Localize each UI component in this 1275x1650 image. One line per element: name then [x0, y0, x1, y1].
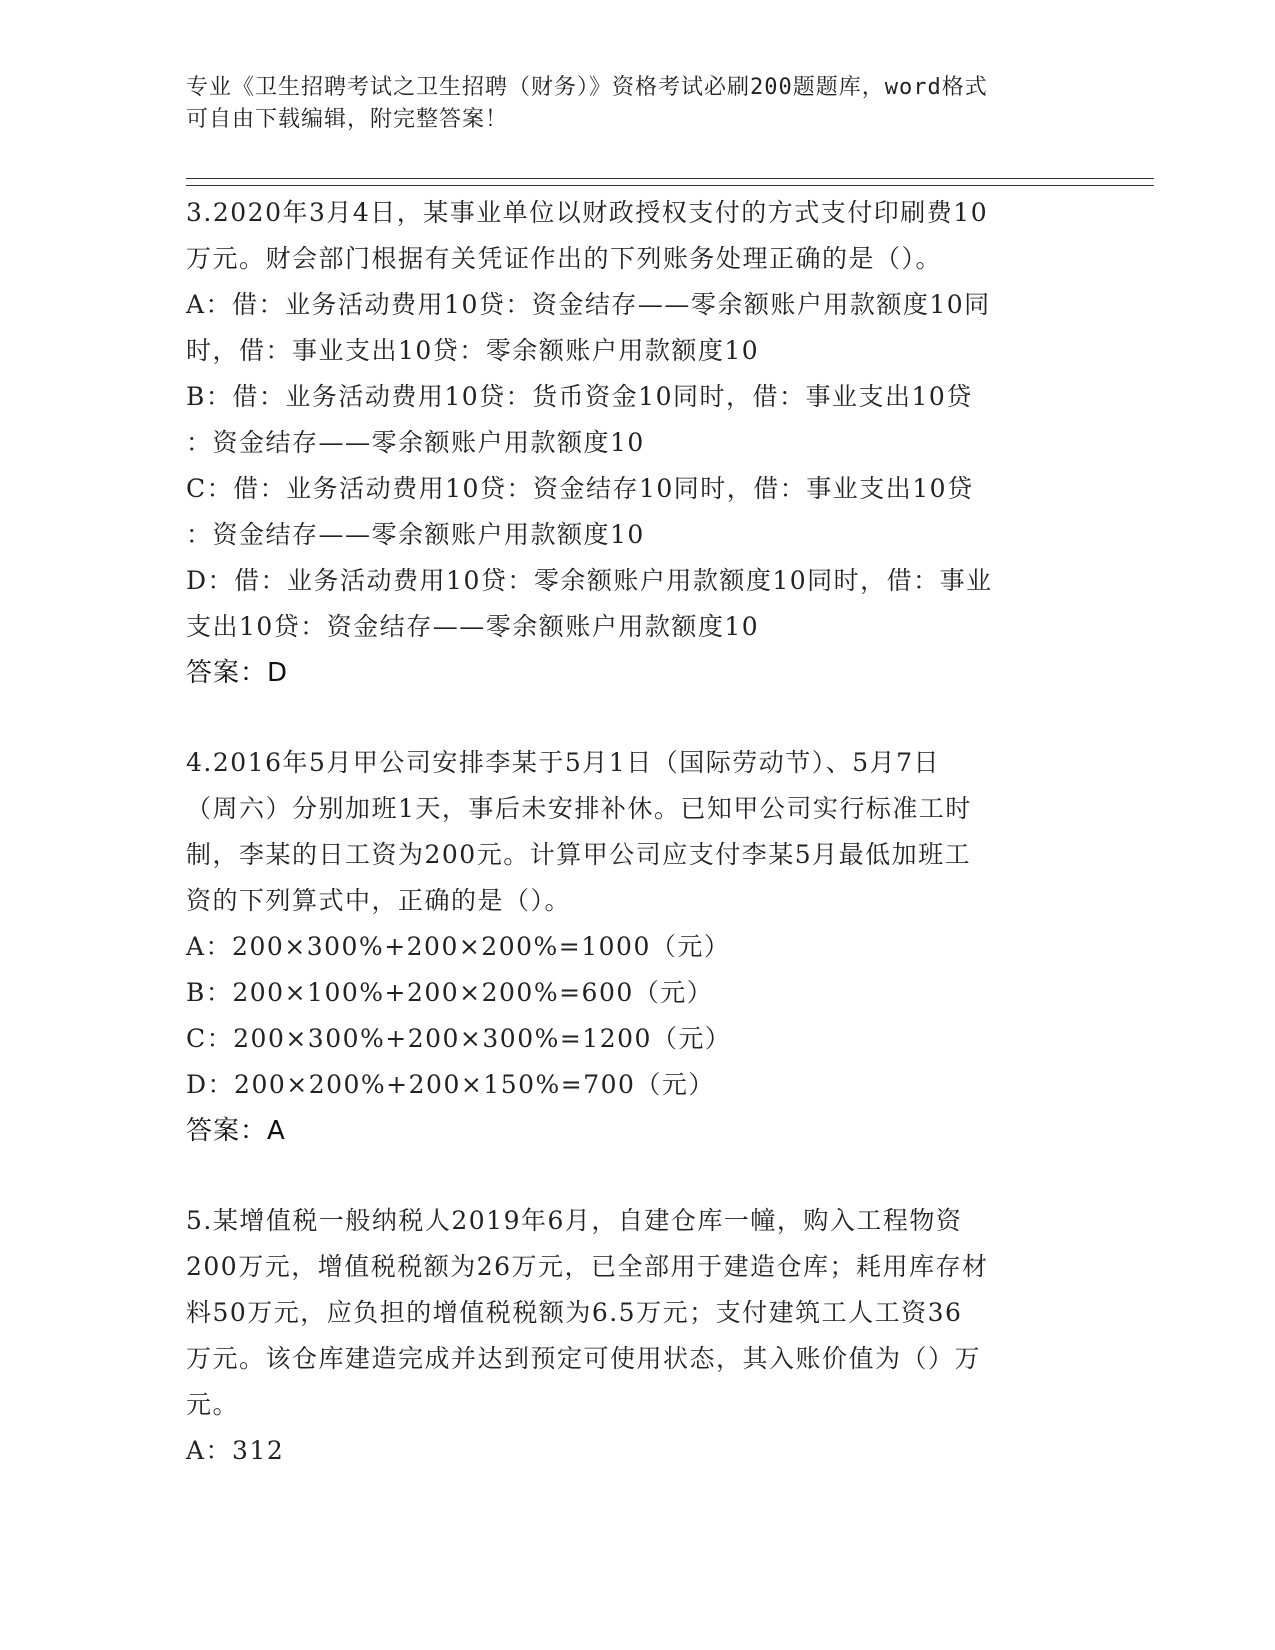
- header-divider-top: [186, 178, 1154, 179]
- question-5-stem-line-2: 200万元，增值税税额为26万元，已全部用于建造仓库；耗用库存材: [186, 1252, 989, 1281]
- question-4-answer: 答案：A: [186, 1116, 286, 1146]
- question-3-stem-line-2: 万元。财会部门根据有关凭证作出的下列账务处理正确的是（）。: [186, 244, 943, 273]
- question-3-option-a-line-1: A：借：业务活动费用10贷：资金结存——零余额账户用款额度10同: [186, 290, 991, 319]
- question-spacer: [186, 696, 1086, 740]
- question-3-option-a-line-2: 时，借：事业支出10贷：零余额账户用款额度10: [186, 336, 760, 365]
- question-3-option-c-line-1: C：借：业务活动费用10贷：资金结存10同时，借：事业支出10贷: [186, 474, 974, 503]
- question-4-option-a: A：200×300%+200×200%=1000（元）: [186, 932, 731, 961]
- question-4-option-b: B：200×100%+200×200%=600（元）: [186, 978, 714, 1007]
- question-3-stem-line-1: 3.2020年3月4日，某事业单位以财政授权支付的方式支付印刷费10: [186, 198, 989, 227]
- question-5-stem-line-4: 万元。该仓库建造完成并达到预定可使用状态，其入账价值为（）万: [186, 1344, 982, 1373]
- question-4-option-d: D：200×200%+200×150%=700（元）: [186, 1070, 715, 1099]
- question-4-stem-line-2: （周六）分别加班1天，事后未安排补休。已知甲公司实行标准工时: [186, 794, 972, 823]
- header-title-line-2: 可自由下载编辑，附完整答案！: [186, 107, 509, 132]
- question-5-stem-line-3: 料50万元，应负担的增值税税额为6.5万元；支付建筑工人工资36: [186, 1298, 963, 1327]
- question-5-stem-line-1: 5.某增值税一般纳税人2019年6月，自建仓库一幢，购入工程物资: [186, 1206, 963, 1235]
- question-5-stem-line-5: 元。: [186, 1390, 240, 1419]
- question-3-option-d-line-1: D：借：业务活动费用10贷：零余额账户用款额度10同时，借：事业: [186, 566, 993, 595]
- question-3-option-d-line-2: 支出10贷：资金结存——零余额账户用款额度10: [186, 612, 760, 641]
- question-3-answer: 答案：D: [186, 658, 289, 688]
- question-5-option-a: A：312: [186, 1436, 285, 1465]
- question-3: [186, 190, 1086, 696]
- question-3-option-b-line-1: B：借：业务活动费用10贷：货币资金10同时，借：事业支出10贷: [186, 382, 973, 411]
- question-4-option-c: C：200×300%+200×300%=1200（元）: [186, 1024, 732, 1053]
- question-4-stem-line-1: 4.2016年5月甲公司安排李某于5月1日（国际劳动节）、5月7日: [186, 748, 941, 777]
- header-divider-bottom: [186, 185, 1154, 186]
- question-3-option-b-line-2: ：资金结存——零余额账户用款额度10: [186, 428, 645, 457]
- document-header: [186, 72, 1066, 136]
- question-3-option-c-line-2: ：资金结存——零余额账户用款额度10: [186, 520, 645, 549]
- question-4: [186, 740, 1086, 1154]
- question-4-stem-line-4: 资的下列算式中，正确的是（）。: [186, 886, 572, 915]
- question-5: [186, 1198, 1086, 1474]
- question-4-stem-line-3: 制，李某的日工资为200元。计算甲公司应支付李某5月最低加班工: [186, 840, 972, 869]
- document-body: [186, 190, 1086, 1474]
- header-title-line-1: 专业《卫生招聘考试之卫生招聘（财务）》资格考试必刷200题题库，word格式: [186, 75, 988, 100]
- question-spacer: [186, 1154, 1086, 1198]
